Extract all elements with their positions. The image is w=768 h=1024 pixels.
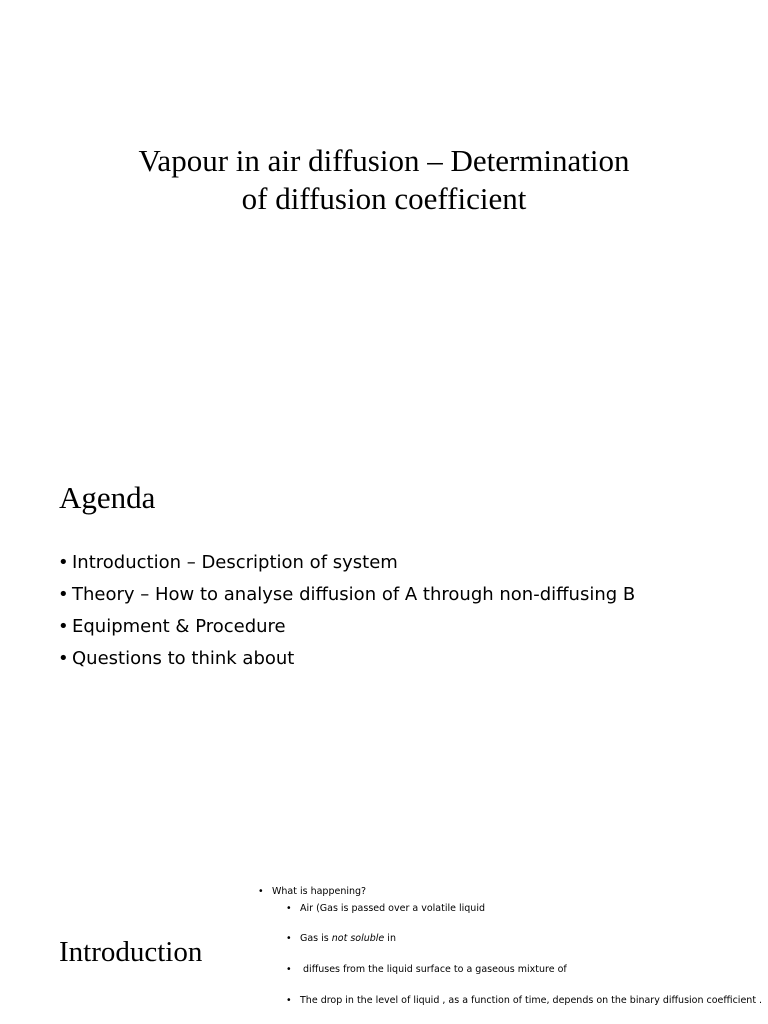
agenda-list	[58, 547, 635, 675]
intro-point-text: in	[384, 933, 396, 944]
bullet-icon: •	[258, 886, 264, 897]
agenda-item	[58, 611, 635, 643]
bullet-icon: •	[286, 995, 292, 1006]
agenda-item-label: Theory – How to analyse diffusion of A through non-diffusing B	[72, 584, 636, 605]
bullet-icon: •	[58, 552, 69, 573]
agenda-item	[58, 643, 635, 675]
bullet-icon: •	[58, 584, 69, 605]
title-line-1: Vapour in air diffusion – Determination	[138, 143, 630, 178]
agenda-item-label: Equipment & Procedure	[72, 616, 286, 637]
bullet-icon: •	[286, 964, 292, 975]
presentation-title	[60, 142, 708, 218]
bullet-icon: •	[286, 933, 292, 944]
intro-point	[286, 903, 485, 915]
intro-point-text: Air (Gas is passed over a volatile liquid	[300, 903, 485, 914]
bullet-icon: •	[58, 648, 69, 669]
intro-question-text: What is happening?	[272, 886, 367, 897]
intro-point-text: diffuses from the liquid surface to a gaseous mixture of	[300, 964, 567, 975]
agenda-item	[58, 547, 635, 579]
bullet-icon: •	[58, 616, 69, 637]
introduction-title: Introduction	[59, 936, 203, 968]
intro-point	[286, 964, 567, 976]
agenda-item-label: Introduction – Description of system	[72, 552, 398, 573]
agenda-title: Agenda	[59, 480, 156, 515]
intro-point-text: Gas is	[300, 933, 332, 944]
title-line-2: of diffusion coefficient	[241, 181, 527, 216]
agenda-item	[58, 579, 635, 611]
bullet-icon: •	[286, 903, 292, 914]
intro-point-emphasis: not soluble	[331, 933, 385, 944]
intro-point-text: The drop in the level of liquid , as a function of time, depends on the binary diffusion coefficient .	[300, 995, 763, 1006]
introduction-slide	[0, 864, 768, 1024]
agenda-slide	[0, 432, 768, 864]
title-slide	[0, 0, 768, 432]
agenda-item-label: Questions to think about	[72, 648, 295, 669]
intro-point	[286, 933, 396, 945]
intro-point	[286, 995, 762, 1007]
intro-question	[258, 886, 366, 898]
